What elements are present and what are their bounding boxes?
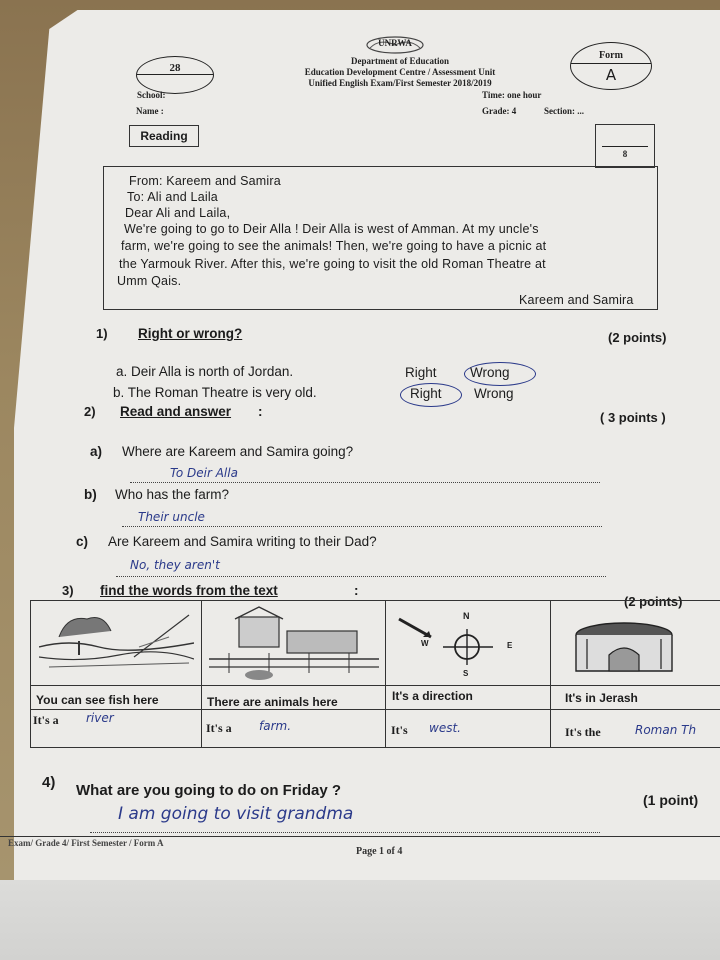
section-label: Section: ...: [544, 106, 584, 116]
score-box: [595, 124, 655, 168]
q3-number: 3): [62, 583, 74, 598]
q1-a-wrong: Wrong: [470, 365, 510, 380]
q4-answer-line: [90, 832, 600, 833]
farm-picture: [209, 605, 379, 681]
form-value: A: [605, 66, 617, 84]
q2-points: ( 3 points ): [600, 410, 666, 425]
q2-c-question: Are Kareem and Samira writing to their Dad?: [108, 534, 377, 549]
q3-cell-1-caption: You can see fish here: [36, 693, 159, 707]
letter-line-1: We're going to go to Deir Alla ! Deir Alla is west of Amman. At my uncle's: [124, 222, 539, 236]
q2-b-answer[interactable]: Their uncle: [138, 510, 205, 524]
q2-b-question: Who has the farm?: [115, 487, 230, 502]
q3-title: find the words from the text: [100, 583, 278, 598]
footer-rule: [0, 836, 720, 837]
number-circle: [136, 56, 214, 94]
score-value: 8: [622, 149, 628, 159]
q2-c-label: c): [76, 534, 89, 549]
footer-left: Exam/ Grade 4/ First Semester / Form A: [8, 838, 164, 848]
q3-cell-3-caption: It's a direction: [392, 689, 473, 703]
q2-title: Read and answer: [120, 404, 232, 419]
q3-cell-4-answer[interactable]: Roman Th: [635, 723, 697, 737]
q2-b-answer-line: [122, 526, 602, 527]
q3-cell-3-prefix: It's: [391, 723, 408, 737]
letter-line-3: the Yarmouk River. After this, we're going to visit the old Roman Theatre at: [119, 257, 546, 271]
q3-points: (2 points): [624, 594, 683, 609]
q3-cell-2-caption: There are animals here: [207, 695, 338, 709]
time-label: Time: one hour: [482, 90, 542, 100]
q4-question: What are you going to do on Friday ?: [76, 782, 341, 799]
q3-picture-grid: [30, 600, 720, 748]
compass-w: W: [421, 639, 429, 648]
reading-label-box: [129, 125, 199, 147]
department-title: Department of Education: [351, 56, 449, 66]
school-label: School:: [137, 90, 166, 100]
name-label: Name :: [136, 106, 164, 116]
q2-a-answer[interactable]: To Deir Alla: [170, 466, 238, 480]
q2-a-question: Where are Kareem and Samira going?: [122, 444, 354, 459]
q3-cell-4-caption: It's in Jerash: [565, 691, 638, 705]
letter-from: From: Kareem and Samira: [129, 174, 281, 188]
q1-item-b: b. The Roman Theatre is very old.: [113, 385, 317, 400]
compass-s: S: [463, 669, 469, 678]
q3-colon: :: [354, 583, 359, 598]
form-circle: [570, 42, 652, 90]
footer-page: Page 1 of 4: [356, 846, 403, 857]
number-value: 28: [169, 62, 181, 74]
q1-item-a: a. Deir Alla is north of Jordan.: [116, 364, 294, 379]
q1-a-right: Right: [405, 365, 437, 380]
compass-e: E: [507, 641, 513, 650]
q2-number: 2): [84, 404, 96, 419]
unrwa-logo: [350, 36, 440, 54]
letter-signature: Kareem and Samira: [519, 293, 634, 307]
q1-title: Right or wrong?: [138, 326, 243, 341]
theatre-picture: [569, 621, 679, 681]
q2-c-answer-line: [116, 576, 606, 577]
reading-label: Reading: [140, 129, 188, 143]
q1-b-wrong: Wrong: [474, 386, 514, 401]
q4-answer[interactable]: I am going to visit grandma: [118, 804, 354, 824]
letter-line-4: Umm Qais.: [117, 274, 182, 288]
letter-line-2: farm, we're going to see the animals! Then, we're going to have a picnic at: [121, 239, 547, 253]
sheet-lower-area: [0, 880, 720, 960]
q2-a-label: a): [90, 444, 103, 459]
exam-title: Unified English Exam/First Semester 2018/2019: [308, 78, 492, 88]
q1-number: 1): [96, 326, 108, 341]
q3-cell-2-answer[interactable]: farm.: [259, 719, 292, 733]
q2-c-answer[interactable]: No, they aren't: [130, 558, 220, 572]
q3-cell-1-answer[interactable]: river: [86, 711, 114, 725]
q2-colon: :: [258, 404, 263, 419]
q3-cell-3-answer[interactable]: west.: [429, 721, 461, 735]
grade-label: Grade: 4: [482, 106, 517, 116]
q1-points: (2 points): [608, 330, 667, 345]
q4-points: (1 point): [643, 792, 699, 808]
q2-a-answer-line: [130, 482, 600, 483]
letter-to: To: Ali and Laila: [127, 190, 218, 204]
centre-title: Education Development Centre / Assessment Unit: [304, 67, 496, 77]
form-label: Form: [599, 50, 623, 61]
q1-b-right: Right: [410, 386, 442, 401]
q3-cell-2-prefix: It's a: [206, 721, 232, 735]
q3-cell-1-prefix: It's a: [33, 713, 59, 727]
letter-greeting: Dear Ali and Laila,: [125, 206, 231, 220]
q2-b-label: b): [84, 487, 97, 502]
compass-n: N: [463, 611, 470, 621]
river-picture: [39, 607, 194, 679]
q4-number: 4): [42, 774, 56, 791]
q3-cell-4-prefix: It's the: [565, 725, 601, 739]
logo-text: UNRWA: [378, 38, 412, 48]
